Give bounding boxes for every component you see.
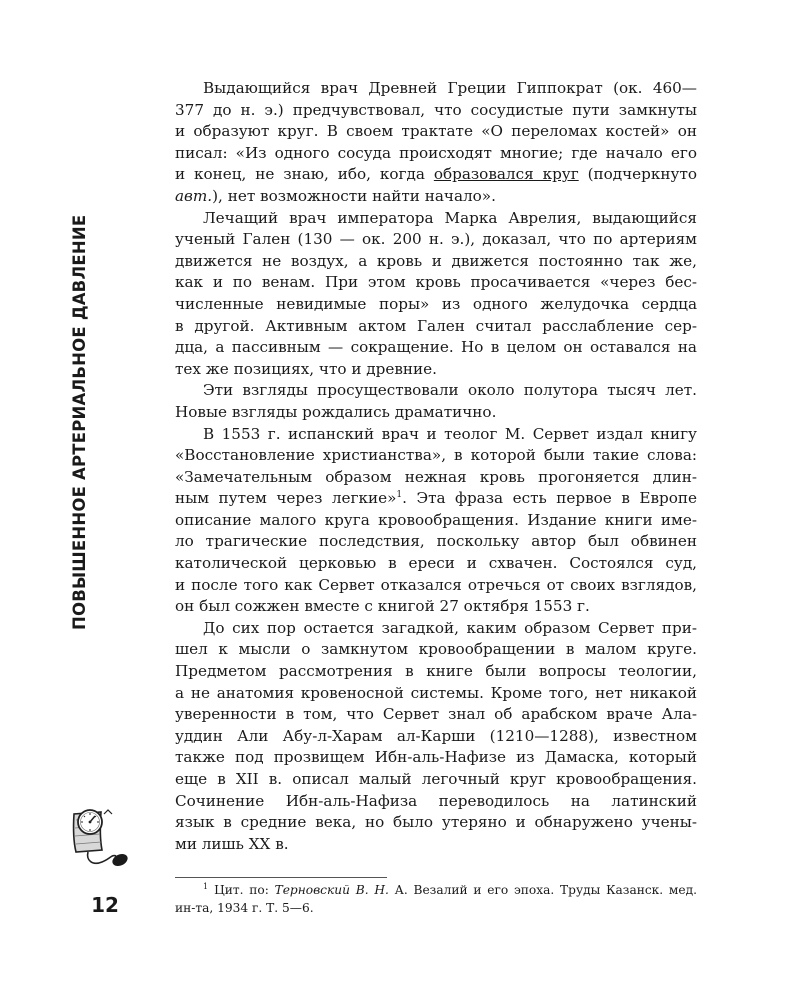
text-line: ми лишь XX в. [175,834,289,853]
text-line: Лечащий врач императора Марка Аврелия, выдающийся [203,208,697,227]
running-head: ПОВЫШЕННОЕ АРТЕРИАЛЬНОЕ ДАВЛЕНИЕ [70,214,89,630]
text-line: ученый Гален (130 — ок. 200 н. э.), доказал, что по артериям [175,230,697,249]
text-line: Предметом рассмотрения в книге были вопросы теологии, [175,662,697,681]
paragraph [175,78,697,208]
text-line: шел к мысли о замкнутом кровообращении в малом круге. [175,640,697,659]
text-line: в другой. Активным актом Гален считал расслабление сер- [175,316,697,335]
body-text [175,78,697,855]
text-line: движется не воздух, а кровь и движется постоянно так же, [175,251,697,270]
italic-abbrev: авт. [175,186,213,205]
text-line: также под прозвищем Ибн-аль-Нафизе из Дамаска, который [175,748,697,767]
text-line: и образуют круг. В своем трактате «О переломах костей» он [175,122,697,141]
text-line: Эти взгляды просуществовали около полутора тысяч лет. [203,381,697,400]
text-line: «Восстановление христианства», в которой были такие слова: [175,446,697,465]
text-line: В 1553 г. испанский врач и теолог М. Сервет издал книгу [203,424,697,443]
footnote-line: $^1$ Цит. по: Терновский В. Н. А. Везалий и его эпоха. Труды Казанск. мед. [203,882,697,897]
text-line: До сих пор остается загадкой, каким образом Сервет при- [203,618,697,637]
text-line: ным путем через легкие»$^1$. Эта фраза есть первое в Европе [175,489,698,508]
text-line: численные невидимые поры» из одного желудочка сердца [175,294,697,313]
paragraph [175,380,697,423]
text-line: 377 до н. э.) предчувствовал, что сосудистые пути замкнуты [175,100,697,119]
underlined-phrase: образовался круг [433,165,579,184]
text-line: язык в средние века, но было утеряно и обнаружено учены- [175,813,697,832]
footnote-ref[interactable]: 1 [396,490,403,501]
footnote-line: ин-та, 1934 г. Т. 5—6. [175,901,314,915]
text-line: он был сожжен вместе с книгой 27 октября 1553 г. [175,597,590,616]
text-line: а не анатомия кровеносной системы. Кроме того, нет никакой [175,683,697,702]
blood-pressure-monitor-icon [68,800,130,872]
text-line: Выдающийся врач Древней Греции Гиппократ (ок. 460— [203,79,697,97]
paragraph [175,208,697,381]
text-line: дца, а пассивным — сокращение. Но в целом он оставался на [175,338,697,357]
footnote [175,881,697,917]
text-line: еще в XII в. описал малый легочный круг кровообращения. [175,770,697,788]
text-line: католической церковью в ереси и схвачен. Состоялся суд, [175,554,697,573]
text-line: и после того как Сервет отказался отречься от своих взглядов, [175,575,697,594]
paragraph [175,424,697,618]
footnote-author: Терновский В. Н. [274,883,389,897]
footnote-mark: 1 [203,882,209,891]
text-line: писал: «Из одного сосуда происходят многие; где начало его [175,143,697,162]
text-line: авт.), нет возможности найти начало». [175,186,496,205]
text-line: как и по венам. При этом кровь просачивается «через бес- [175,273,697,292]
text-line: «Замечательным образом нежная кровь прогоняется длин- [175,467,697,486]
text-line: описание малого круга кровообращения. Издание книги име- [175,510,697,529]
page-number: 12 [91,893,119,917]
text-line: тех же позициях, что и древние. [175,359,437,378]
text-line: уверенности в том, что Сервет знал об арабском враче Ала- [175,705,697,724]
text-line: Новые взгляды рождались драматично. [175,402,497,421]
footnote-divider [175,877,387,878]
text-line: уддин Али Абу-л-Харам ал-Карши (1210—1288), известном [175,726,697,745]
text-line: ло трагические последствия, поскольку автор был обвинен [175,532,697,551]
paragraph [175,618,697,856]
text-line: Сочинение Ибн-аль-Нафиза переводилось на латинский [175,791,697,810]
text-line: и конец, не знаю, ибо, когда образовался круг (подчеркнуто [175,165,697,184]
